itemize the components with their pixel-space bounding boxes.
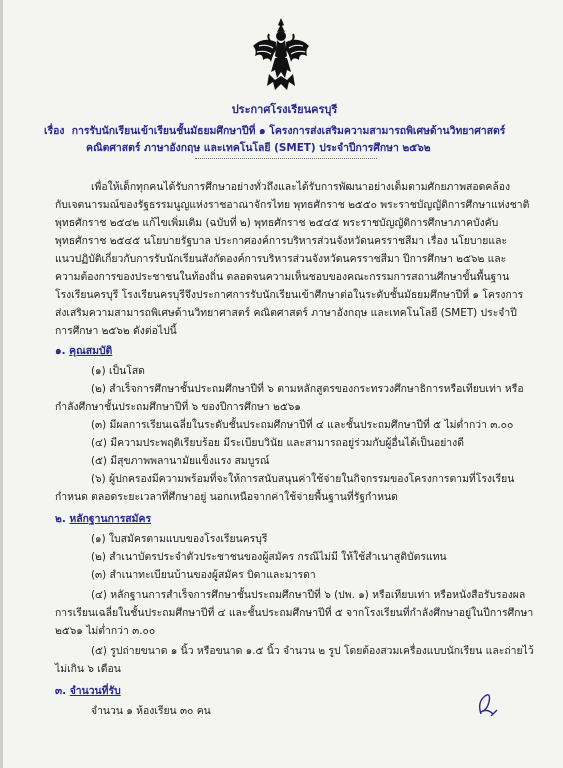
section-3-title: จำนวนที่รับ: [69, 685, 121, 697]
subject-label: เรื่อง: [44, 125, 65, 137]
list-item: (๕) รูปถ่ายขนาด ๑ นิ้ว หรือขนาด ๑.๕ นิ้ว จำนวน ๒ รูป โดยต้องสวมเครื่องแบบนักเรียน และถ่ายไว้: [91, 645, 534, 657]
list-item: การเรียนเฉลี่ยในชั้นประถมศึกษาปีที่ ๔ และชั้นประถมศึกษาปีที่ ๕ จากโรงเรียนที่กำลังศึกษาอยู่ในปีการศึกษา: [55, 607, 534, 619]
garuda-emblem-icon: [249, 16, 313, 94]
section-2-title: หลักฐานการสมัคร: [69, 513, 152, 525]
section-1-heading: [55, 344, 112, 358]
section-1-number: ๑.: [55, 345, 66, 357]
list-item: ไม่เกิน ๖ เดือน: [55, 663, 121, 675]
list-item: (๖) ผู้ปกครองมีความพร้อมที่จะให้การสนับสนุนค่าใช้จ่ายในกิจกรรมของโครงการตามที่โรงเรียน: [91, 473, 515, 485]
subject-text-1: การรับนักเรียนเข้าเรียนชั้นมัธยมศึกษาปีที่ ๑ โครงการส่งเสริมความสามารถพิเศษด้านวิทยาศาสตร์: [71, 125, 506, 137]
list-item: (๔) มีความประพฤติเรียบร้อย มีระเบียบวินัย และสามารถอยู่ร่วมกับผู้อื่นได้เป็นอย่างดี: [91, 437, 464, 449]
section-3-number: ๓.: [55, 685, 67, 697]
list-item: กำหนด ตลอดระยะเวลาที่ศึกษาอยู่ นอกเหนือจากค่าใช้จ่ายพื้นฐานที่รัฐกำหนด: [55, 491, 398, 503]
list-item: กำลังศึกษาชั้นประถมศึกษาปีที่ ๖ ของปีการศึกษา ๒๕๖๑: [55, 401, 301, 413]
signature-mark-icon: [473, 690, 501, 720]
intro-line: ความต้องการของประชาชนในท้องถิ่น ตลอดจนความเห็นชอบของคณะกรรมการสถานศึกษาขั้นพื้นฐาน: [55, 271, 510, 283]
list-item: (๒) สำเร็จการศึกษาชั้นประถมศึกษาปีที่ ๖ ตามหลักสูตรของกระทรวงศึกษาธิการหรือเทียบเท่า หรือ: [91, 383, 524, 395]
list-item: (๑) ใบสมัครตามแบบของโรงเรียนครบุรี: [91, 533, 268, 545]
section-3-heading: [55, 684, 121, 698]
intro-line: เพื่อให้เด็กทุกคนได้รับการศึกษาอย่างทั่วถึงและได้รับการพัฒนาอย่างเต็มตามศักยภาพสอดคล้อง: [91, 181, 511, 193]
list-item: ๒๕๖๑ ไม่ต่ำกว่า ๓.๐๐: [55, 625, 156, 637]
quota-text: จำนวน ๑ ห้องเรียน ๓๐ คน: [91, 705, 211, 717]
intro-line: พุทธศักราช ๒๕๔๒ แก้ไขเพิ่มเติม (ฉบับที่ ๒) พุทธศักราช ๒๕๔๕ พระราชบัญญัติการศึกษาภาคบังคับ: [55, 217, 499, 229]
dotted-divider: [195, 158, 377, 159]
list-item: (๓) สำเนาทะเบียนบ้านของผู้สมัคร บิดาและมารดา: [91, 569, 316, 581]
section-1-title: คุณสมบัติ: [69, 345, 113, 357]
intro-line: พุทธศักราช ๒๕๔๕ นโยบายรัฐบาล ประกาศองค์การบริหารส่วนจังหวัดนครราชสีมา เรื่อง นโยบายและ: [55, 235, 508, 247]
intro-line: แนวปฏิบัติเกี่ยวกับการรับนักเรียนสังกัดองค์การบริหารส่วนจังหวัดนครราชสีมา ปีการศึกษา ๒๕๖๒ และ: [55, 253, 507, 265]
list-item: (๒) สำเนาบัตรประจำตัวประชาชนของผู้สมัคร กรณีไม่มี ให้ใช้สำเนาสูติบัตรแทน: [91, 551, 447, 563]
list-item: (๑) เป็นโสด: [91, 365, 145, 377]
subject-line-1: [44, 122, 505, 139]
announcement-title: ประกาศโรงเรียนครบุรี: [231, 103, 338, 116]
section-2-number: ๒.: [55, 513, 66, 525]
section-2-heading: [55, 512, 151, 526]
intro-line: กับเจตนารมณ์ของรัฐธรรมนูญแห่งราชอาณาจักรไทย พุทธศักราช ๒๕๕๐ พระราชบัญญัติการศึกษาแห่งชาติ: [55, 199, 530, 211]
list-item: (๔) หลักฐานการสำเร็จการศึกษาชั้นประถมศึกษาปีที่ ๖ (ปพ. ๑) หรือเทียบเท่า หรือหนังสือรับรองผล: [91, 589, 526, 601]
list-item: (๕) มีสุขภาพพลานามัยแข็งแรง สมบูรณ์: [91, 455, 270, 467]
list-item: (๓) มีผลการเรียนเฉลี่ยในระดับชั้นประถมศึกษาปีที่ ๔ และชั้นประถมศึกษาปีที่ ๕ ไม่ต่ำกว่า ๓.๐๐: [91, 419, 514, 431]
intro-line: การศึกษา ๒๕๖๒ ดังต่อไปนี้: [55, 325, 177, 337]
intro-line: โรงเรียนครบุรี โรงเรียนครบุรีจึงประกาศการรับนักเรียนเข้าศึกษาต่อในระดับชั้นมัธยมศึกษาปีที่ ๑ โครงการ: [55, 289, 524, 301]
subject-text-2: คณิตศาสตร์ ภาษาอังกฤษ และเทคโนโลยี (SMET) ประจำปีการศึกษา ๒๕๖๒: [86, 142, 431, 154]
intro-line: ส่งเสริมความสามารถพิเศษด้านวิทยาศาสตร์ คณิตศาสตร์ ภาษาอังกฤษ และเทคโนโลยี (SMET) ประจำปี: [55, 307, 517, 319]
